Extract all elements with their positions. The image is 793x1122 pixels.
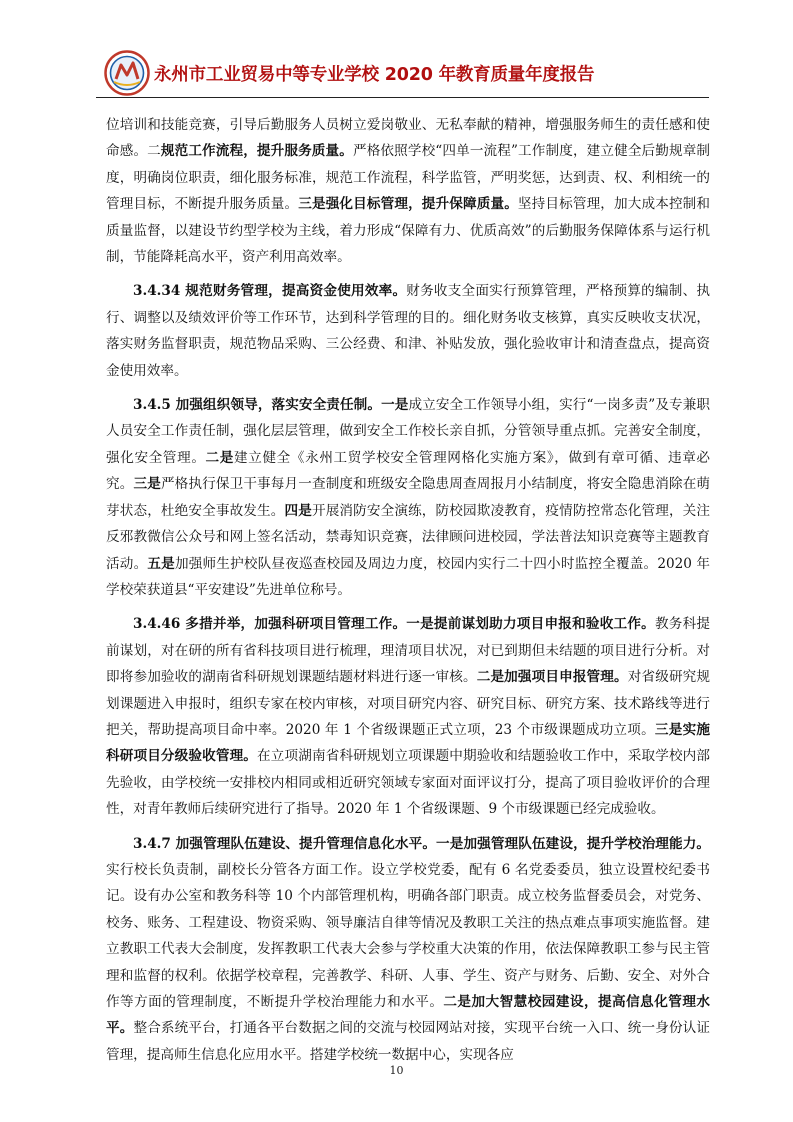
document-header-title: 永州市工业贸易中等专业学校 2020 年教育质量年度报告 — [154, 65, 595, 85]
paragraph-text: 在立项湖南省科研规划立项课题中期验收和结题验收工作中，采取学校内部先验收，由学校统一安排校内相同或相近研究领域专家面对面评议打分，提高了项目验收评价的合理性，对青年教师后续研究进行了指导。2020 年 1 个省级课题、9 个市级课题已经完成验收。 — [106, 748, 711, 818]
bold-heading-text: 规范工作流程，提升服务质量。 — [160, 143, 353, 160]
page-number: 10 — [389, 1064, 404, 1077]
paragraph-text: 成立安全工作领导小组，实行“一岗多责”及专兼职人员安全工作责任制，强化层层管理，做到安全工作校长亲自抓，分管领导重点抓。完善安全制度，强化安全管理。 — [106, 397, 710, 466]
body-paragraph — [106, 278, 710, 384]
bold-heading-text: 二是加大智慧校园建设，提高信息化管理水平。 — [106, 994, 710, 1037]
bold-heading-text: 3.4.46 多措并举，加强科研项目管理工作。一是提前谋划助力项目申报和验收工作。 — [133, 616, 655, 633]
body-paragraph — [106, 831, 710, 1069]
body-paragraph — [106, 611, 710, 822]
bold-heading-text: 三是 — [133, 476, 161, 493]
paragraph-text: 开展消防安全演练，防校园欺凌教育，疫情防控常态化管理，关注反邪教微信公众号和网上签名活动，禁毒知识竞赛，法律顾问进校园，学法普法知识竞赛等主题教育活动。 — [106, 502, 711, 572]
bold-heading-text: 三是强化目标管理，提升保障质量。 — [298, 196, 518, 213]
bold-heading-text: 3.4.34 规范财务管理，提高资金使用效率。 — [133, 283, 407, 300]
paragraph-text: 建立健全《永州工贸学校安全管理网格化实施方案》，做到有章可循、违章必究。 — [106, 449, 711, 493]
bold-heading-text: 一是 — [381, 397, 409, 414]
page-header — [96, 50, 709, 96]
paragraph-text: 加强师生护校队昼夜巡查校园及周边力度，校园内实行二十四小时监控全覆盖。2020 年学校荣获道县“平安建设”先进单位称号。 — [106, 555, 711, 598]
paragraph-text: 财务收支全面实行预算管理，严格预算的编制、执行、调整以及绩效评价等工作环节，达到科学管理的目的。细化财务收支核算，真实反映收支状况，落实财务监督职责，规范物品采购、三公经费、和津、补贴发放，强化验收审计和清查盘点，提高资金使用效率。 — [106, 283, 711, 379]
bold-heading-text: 3.4.7 加强管理队伍建设、提升管理信息化水平。一是加强管理队伍建设，提升学校治理能力。 — [133, 835, 710, 852]
bold-heading-text: 四是 — [284, 502, 312, 519]
paragraph-text: 教务科提前谋划，对在研的所有省科技项目进行梳理，理清项目状况，对已到期但未结题的项目进行分析。对即将参加验收的湖南省科研规划课题结题材料进行逐一审核。 — [106, 616, 711, 686]
paragraph-text: 严格依照学校“四单一流程”工作制度，建立健全后勤规章制度，明确岗位职责，细化服务标准，规范工作流程，科学监管，严明奖惩，达到责、权、利相统一的管理目标，不断提升服务质量。 — [106, 143, 711, 213]
paragraph-text: 位培训和技能竞赛，引导后勤服务人员树立爱岗敬业、无私奉献的精神，增强服务师生的责任感和使命感。二 — [106, 117, 710, 160]
bold-heading-text: 五是 — [147, 555, 175, 572]
bold-heading-text: 二是加强项目申报管理。 — [476, 669, 628, 686]
bold-heading-text: 二是 — [205, 449, 234, 466]
bold-heading-text: 三是实施科研项目分级验收管理。 — [106, 721, 710, 765]
paragraph-text: 整合系统平台，打通各平台数据之间的交流与校园网站对接，实现平台统一入口、统一身份认证管理，提高师生信息化应用水平。搭建学校统一数据中心，实现各应 — [106, 1020, 711, 1063]
paragraph-text: 对省级研究规划课题进入申报时，组织专家在校内审核，对项目研究内容、研究目标、研究方案、技术路线等进行把关，帮助提高项目命中率。2020 年 1 个省级课题正式立项，23 个市级课题成功立项。 — [106, 669, 711, 738]
paragraph-text: 严格执行保卫干事每月一查制度和班级安全隐患周查周报月小结制度，将安全隐患消除在萌芽状态，杜绝安全事故发生。 — [106, 476, 711, 519]
school-emblem-icon — [104, 50, 150, 96]
paragraph-text: 实行校长负责制，副校长分管各方面工作。设立学校党委，配有 6 名党委委员，独立设置校纪委书记。设有办公室和教务科等 10 个内部管理机构，明确各部门职责。成立校务监督委员会，对党务、校务、账务、工程建设、物资采购、领导廉洁自律等情况及教职工关注的热点难点事项实施监督。建立教职工代表大会制度，发挥教职工代表大会参与学校重大决策的作用，依法保障教职工参与民主管理和监督的权利。依据学校章程，完善教学、科研、人事、学生、资产与财务、后勤、安全、对外合作等方面的管理制度，不断提升学校治理能力和水平。 — [106, 861, 710, 1010]
header-divider — [96, 97, 709, 98]
document-body — [106, 112, 710, 1076]
bold-heading-text: 3.4.5 加强组织领导，落实安全责任制。 — [133, 397, 382, 414]
body-paragraph — [106, 112, 710, 270]
paragraph-text: 坚持目标管理，加大成本控制和质量监督，以建设节约型学校为主线，着力形成“保障有力、优质高效”的后勤服务保障体系与运行机制，节能降耗高水平，资产利用高效率。 — [106, 196, 711, 266]
body-paragraph — [106, 392, 710, 603]
